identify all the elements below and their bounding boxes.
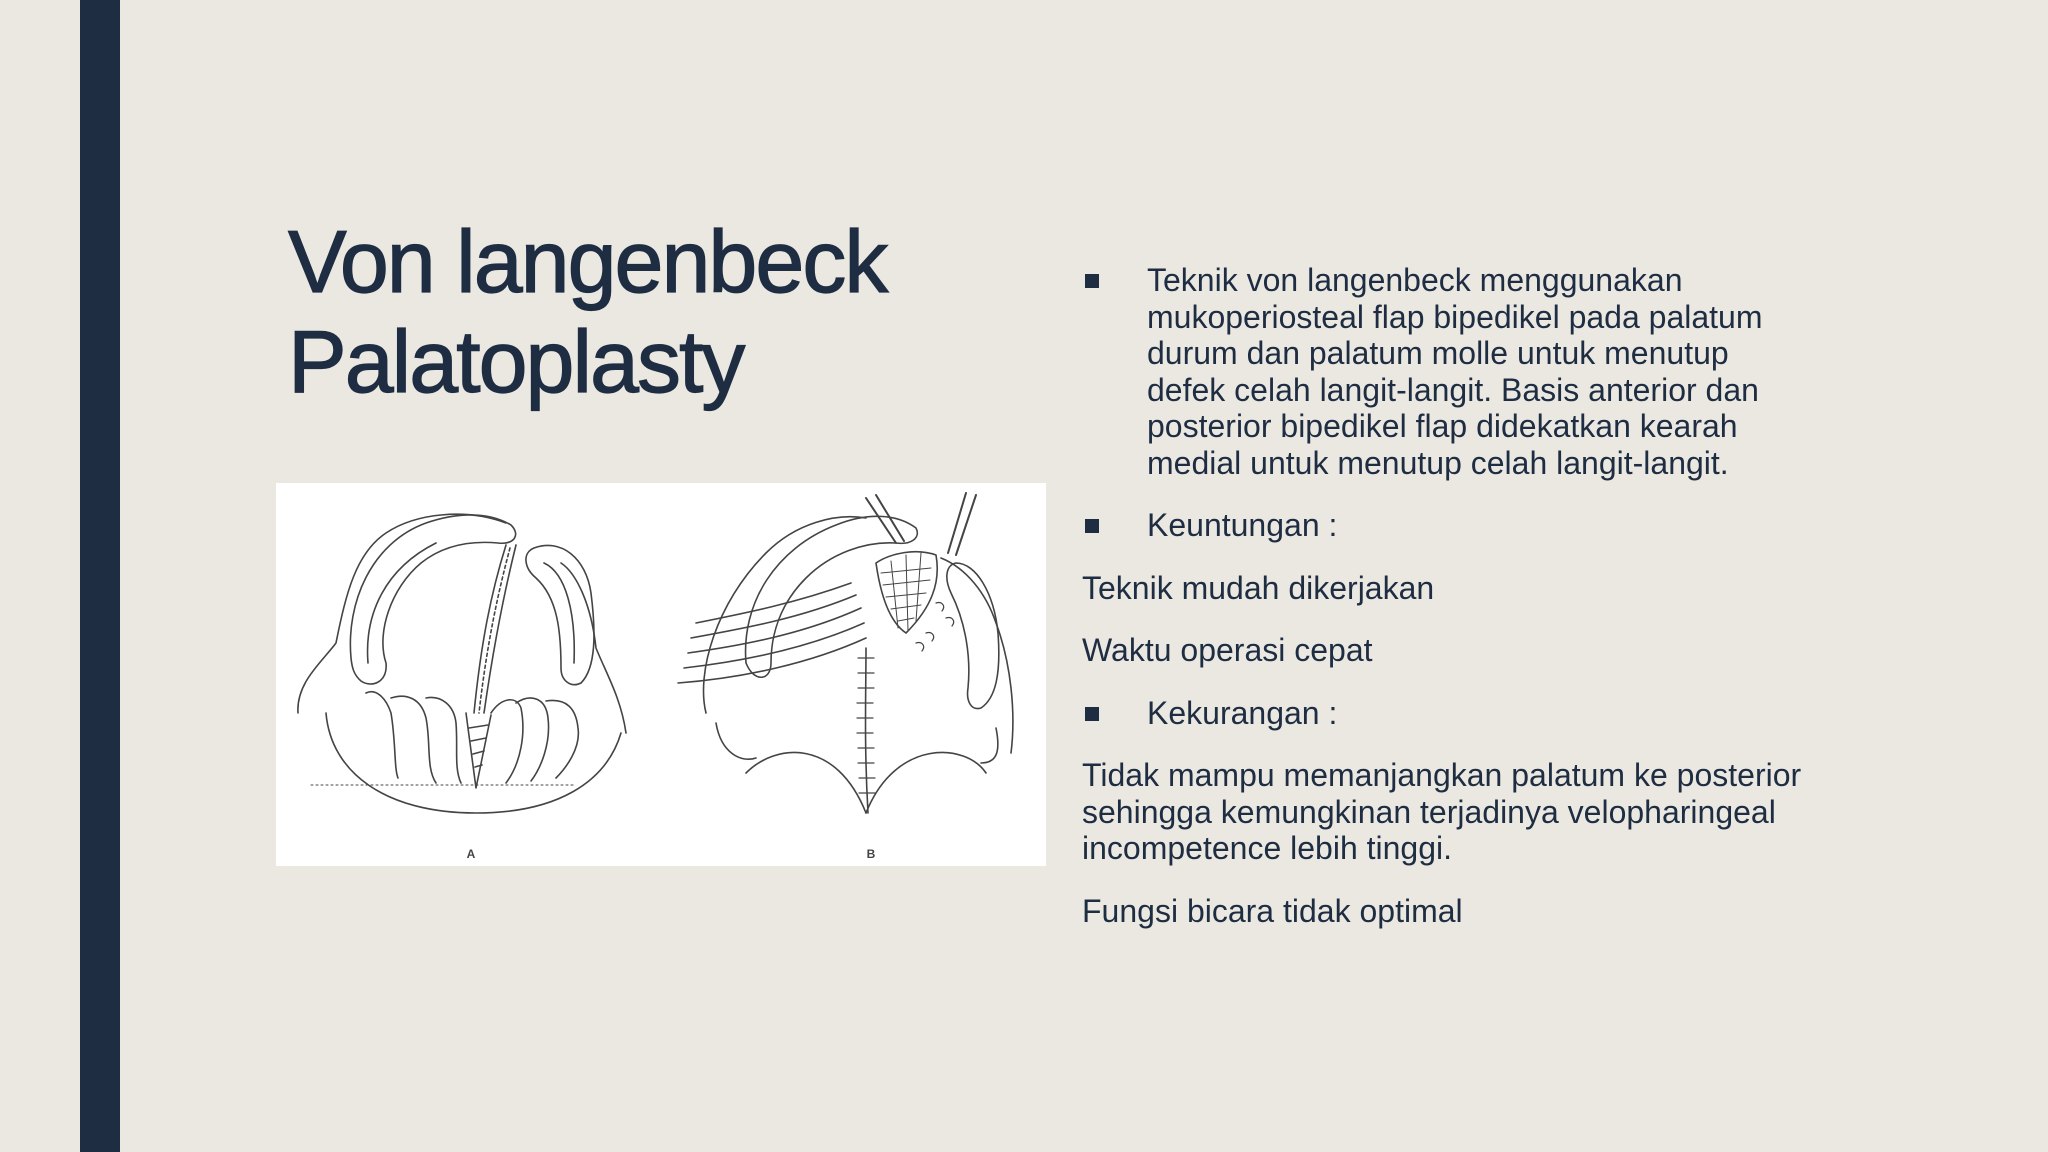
title-line-2: Palatoplasty [288,312,744,411]
diagram-b-label: B [866,847,876,861]
bullet-advantages-text: Keuntungan : [1147,507,1338,543]
bullet-advantages [1082,507,1802,544]
palatoplasty-illustration [276,483,1046,866]
disadvantage-item: Tidak mampu memanjangkan palatum ke posterior sehingga kemungkinan terjadinya velopharingeal incompetence lebih tinggi. [1082,757,1802,866]
diagram-a-label: A [466,847,476,861]
square-bullet-icon [1085,519,1099,533]
bullet-technique [1082,262,1802,481]
slide-title [288,212,1048,412]
disadvantage-item: Fungsi bicara tidak optimal [1082,892,1463,929]
bullet-disadvantages [1082,695,1802,732]
bullet-technique-text: Teknik von langenbeck menggunakan mukoperiosteal flap bipedikel pada palatum durum dan palatum molle untuk menutup defek celah langit-langit. Basis anterior dan posterior bipedikel flap didekatkan kearah medial untuk menutup celah langit-langit. [1147,262,1763,481]
bullet-disadvantages-text: Kekurangan : [1147,694,1338,731]
square-bullet-icon [1085,707,1099,721]
title-line-1: Von langenbeck [288,212,887,311]
advantage-item: Waktu operasi cepat [1082,632,1373,668]
accent-side-bar [80,0,120,1152]
advantage-item: Teknik mudah dikerjakan [1082,569,1435,606]
diagram-a [298,514,626,813]
square-bullet-icon [1085,274,1099,288]
slide-body [1082,262,1802,955]
diagram-b [678,493,1013,813]
